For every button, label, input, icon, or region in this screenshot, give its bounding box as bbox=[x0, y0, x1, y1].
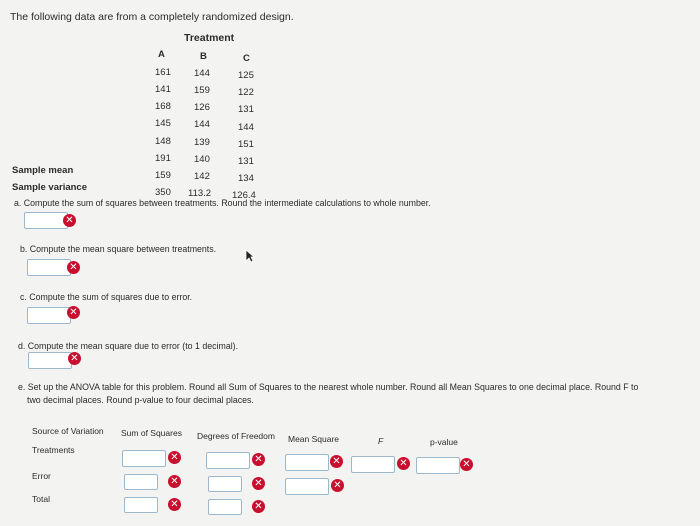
data-cell: 125 bbox=[238, 70, 254, 81]
x-circle-icon: ✕ bbox=[397, 457, 410, 470]
answer-b-input[interactable] bbox=[27, 259, 71, 276]
x-circle-icon: ✕ bbox=[252, 500, 265, 513]
treatment-title: Treatment bbox=[184, 32, 235, 44]
anova-row-error: Error bbox=[32, 471, 51, 481]
treatments-ms-input[interactable] bbox=[285, 454, 329, 471]
x-circle-icon: ✕ bbox=[460, 458, 473, 471]
question-a: a. Compute the sum of squares between treatments. Round the intermediate calculations to whole number. bbox=[14, 198, 431, 208]
total-df-input[interactable] bbox=[208, 499, 242, 515]
x-circle-icon: ✕ bbox=[68, 352, 81, 365]
question-e: e. Set up the ANOVA table for this problem. Round all Sum of Squares to the nearest whole number. Round all Mean Squares to one decimal place. Round F to bbox=[18, 382, 639, 392]
anova-header-ss: Sum of Squares bbox=[121, 428, 182, 438]
x-circle-icon: ✕ bbox=[252, 477, 265, 490]
data-cell: 126 bbox=[194, 102, 210, 113]
x-circle-icon: ✕ bbox=[252, 453, 265, 466]
x-circle-icon: ✕ bbox=[168, 451, 181, 464]
data-cell: 131 bbox=[238, 156, 254, 167]
anova-header-source: Source of Variation bbox=[32, 426, 104, 436]
anova-header-f: F bbox=[378, 436, 384, 446]
column-header-c: C bbox=[243, 53, 250, 64]
data-cell: 144 bbox=[194, 68, 210, 79]
sample-variance-value: 126.4 bbox=[232, 190, 256, 201]
data-cell: 140 bbox=[194, 154, 210, 165]
question-d: d. Compute the mean square due to error (to 1 decimal). bbox=[18, 341, 239, 351]
data-cell: 168 bbox=[155, 101, 171, 112]
sample-variance-label: Sample variance bbox=[12, 182, 87, 193]
anova-row-total: Total bbox=[32, 494, 50, 504]
treatments-pvalue-input[interactable] bbox=[416, 457, 460, 474]
data-cell: 144 bbox=[194, 119, 210, 130]
data-cell: 161 bbox=[155, 67, 171, 78]
data-cell: 159 bbox=[194, 85, 210, 96]
treatments-f-input[interactable] bbox=[351, 456, 395, 473]
sample-variance-value: 350 bbox=[155, 187, 171, 198]
column-header-a: A bbox=[158, 49, 165, 60]
answer-d-input[interactable] bbox=[28, 352, 72, 369]
question-b: b. Compute the mean square between treatments. bbox=[20, 244, 217, 254]
x-circle-icon: ✕ bbox=[67, 261, 80, 274]
treatments-ss-input[interactable] bbox=[122, 450, 166, 467]
sample-mean-value: 134 bbox=[238, 173, 254, 184]
data-cell: 148 bbox=[155, 136, 171, 147]
sample-mean-value: 142 bbox=[194, 171, 210, 182]
anova-row-treatments: Treatments bbox=[32, 445, 75, 455]
mouse-pointer-icon bbox=[245, 249, 255, 268]
problem-intro: The following data are from a completely randomized design. bbox=[10, 11, 294, 23]
answer-a-input[interactable] bbox=[24, 212, 68, 229]
data-cell: 122 bbox=[238, 87, 254, 98]
x-circle-icon: ✕ bbox=[331, 479, 344, 492]
error-df-input[interactable] bbox=[208, 476, 242, 492]
x-circle-icon: ✕ bbox=[168, 475, 181, 488]
column-header-b: B bbox=[200, 51, 207, 62]
error-ss-input[interactable] bbox=[124, 474, 158, 490]
sample-mean-value: 159 bbox=[155, 170, 171, 181]
question-c: c. Compute the sum of squares due to error. bbox=[20, 292, 193, 302]
anova-header-df: Degrees of Freedom bbox=[197, 431, 275, 441]
treatments-df-input[interactable] bbox=[206, 452, 250, 469]
anova-header-ms: Mean Square bbox=[288, 434, 340, 444]
total-ss-input[interactable] bbox=[124, 497, 158, 513]
data-cell: 131 bbox=[238, 104, 254, 115]
x-circle-icon: ✕ bbox=[67, 306, 80, 319]
sample-variance-value: 113.2 bbox=[188, 188, 212, 199]
data-cell: 141 bbox=[155, 84, 171, 95]
data-cell: 144 bbox=[238, 122, 254, 133]
data-cell: 145 bbox=[155, 118, 171, 129]
x-circle-icon: ✕ bbox=[330, 455, 343, 468]
x-circle-icon: ✕ bbox=[63, 214, 76, 227]
data-cell: 191 bbox=[155, 153, 171, 164]
answer-c-input[interactable] bbox=[27, 307, 71, 324]
question-e-continued: two decimal places. Round p-value to four decimal places. bbox=[27, 395, 254, 405]
data-cell: 151 bbox=[238, 139, 254, 150]
data-cell: 139 bbox=[194, 137, 210, 148]
error-ms-input[interactable] bbox=[285, 478, 329, 495]
anova-header-pvalue: p-value bbox=[430, 437, 458, 447]
sample-mean-label: Sample mean bbox=[12, 165, 74, 176]
x-circle-icon: ✕ bbox=[168, 498, 181, 511]
